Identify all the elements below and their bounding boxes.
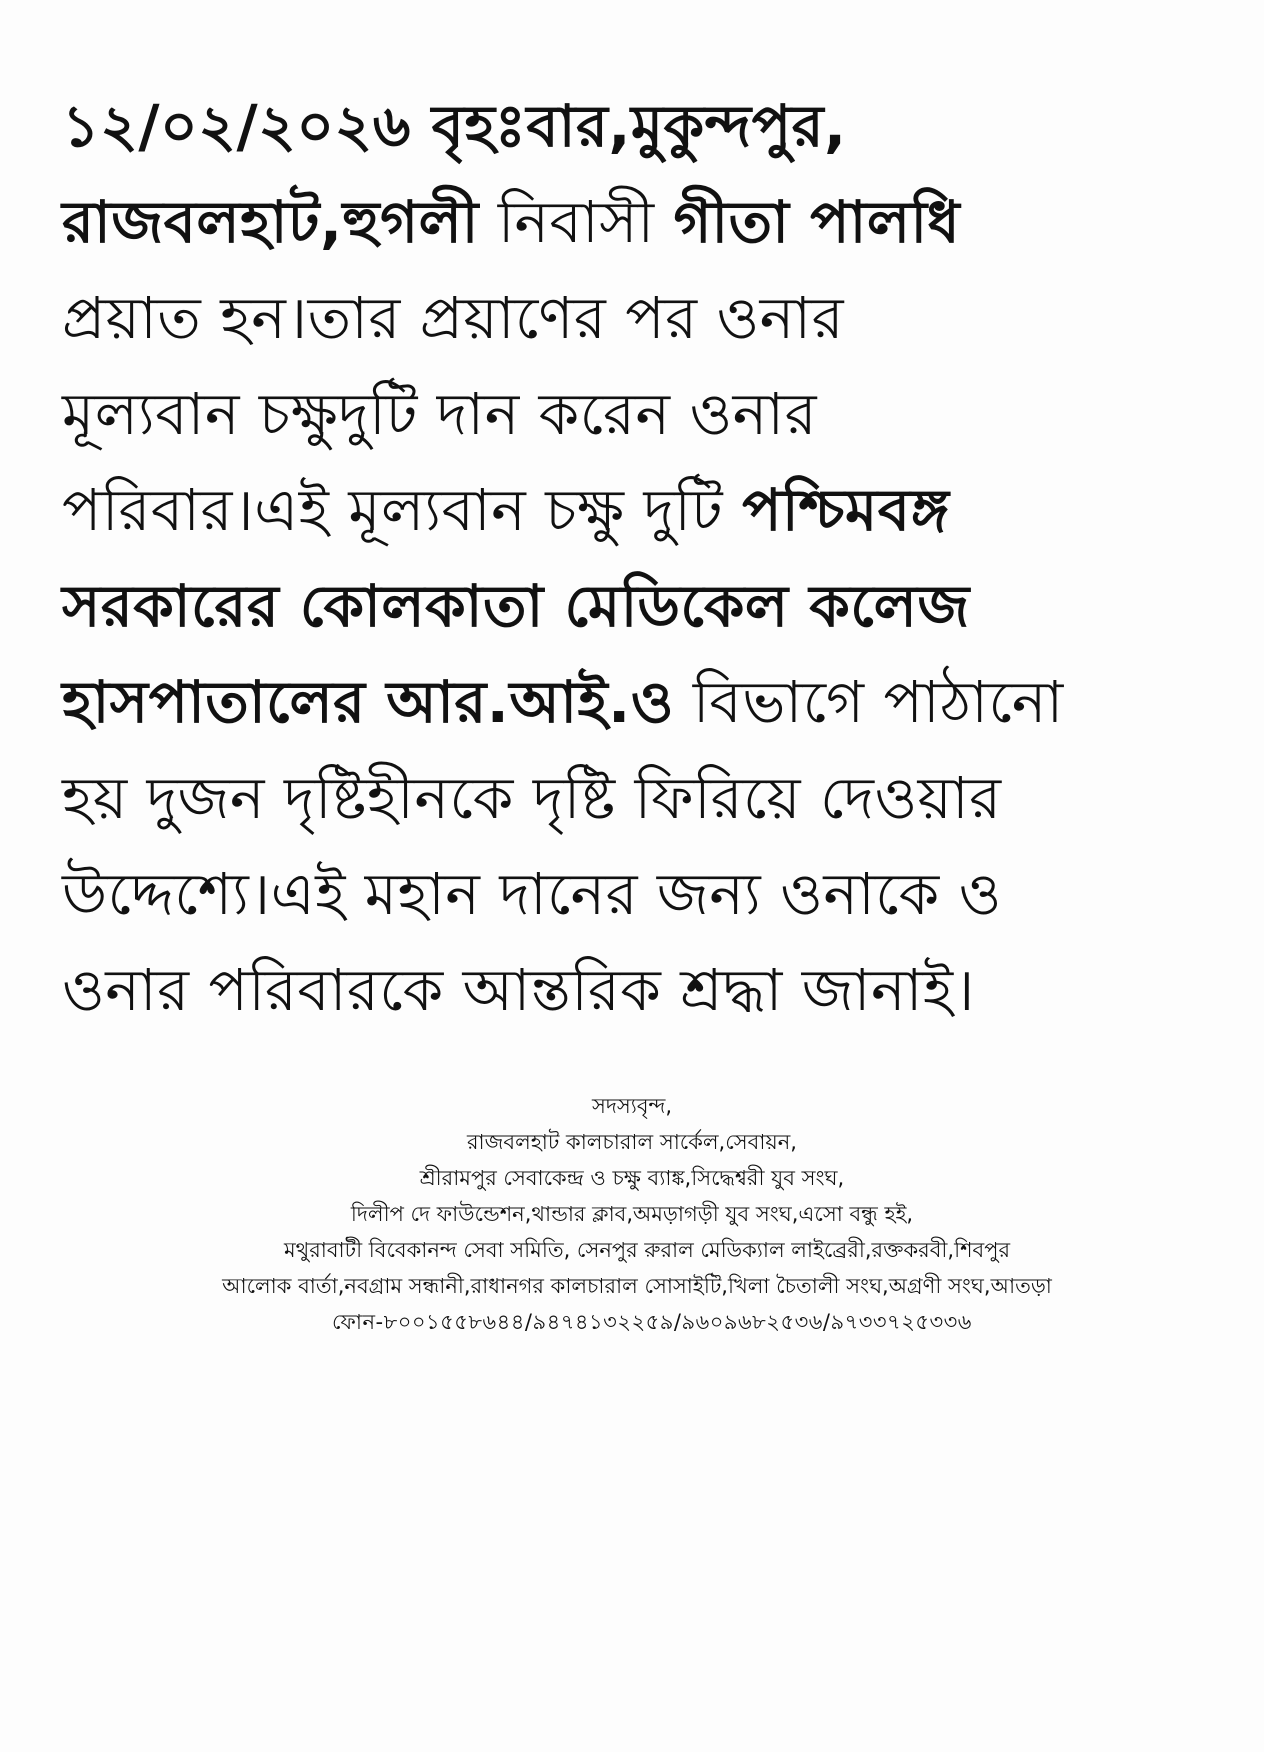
condolence-notice — [62, 78, 1212, 1038]
signatories-block — [40, 1088, 1224, 1340]
notice-text-7: বিভাগে পাঠানো — [673, 668, 1064, 736]
place-name: রাজবলহাট,হুগলী — [62, 188, 479, 256]
phone-numbers: ফোন-৮০০১৫৫৮৬৪৪/৯৪৭৪১৩২২৫৯/৯৬০৯৬৮২৫৩৬/৯৭৩৩৭২৫৩৩৬ — [332, 1310, 972, 1334]
signatory-line: মথুরাবাটী বিবেকানন্দ সেবা সমিতি, সেনপুর রুরাল মেডিক্যাল লাইব্রেরী,রক্তকরবী,শিবপুর — [283, 1238, 1011, 1262]
notice-line-9 — [62, 846, 1212, 942]
notice-text-10: ওনার পরিবারকে আন্তরিক শ্রদ্ধা জানাই। — [62, 956, 975, 1024]
notice-line-8 — [62, 750, 1212, 846]
notice-line-10 — [62, 942, 1212, 1038]
notice-line-7 — [62, 654, 1212, 750]
resident-text: নিবাসী — [478, 188, 674, 256]
notice-line-6 — [62, 558, 1212, 654]
deceased-name: গীতা পালধি — [673, 188, 961, 256]
notice-text-3: প্রয়াত হন।তার প্রয়াণের পর ওনার — [62, 284, 844, 352]
notice-text-9: উদ্দেশ্যে।এই মহান দানের জন্য ওনাকে ও — [62, 860, 1002, 928]
department-name: হাসপাতালের আর.আই.ও — [62, 668, 674, 736]
notice-line-4 — [62, 366, 1212, 462]
notice-line-1 — [62, 78, 1212, 174]
signatory-line: দিলীপ দে ফাউন্ডেশন,থান্ডার ক্লাব,অমড়াগড়ী যুব সংঘ,এসো বন্ধু হই, — [350, 1202, 914, 1226]
notice-line-3 — [62, 270, 1212, 366]
notice-text-8: হয় দুজন দৃষ্টিহীনকে দৃষ্টি ফিরিয়ে দেওয়ার — [62, 764, 1002, 832]
notice-text-4: মূল্যবান চক্ষুদুটি দান করেন ওনার — [62, 380, 818, 448]
signatory-line: রাজবলহাট কালচারাল সার্কেল,সেবায়ন, — [467, 1130, 797, 1154]
notice-line-5 — [62, 462, 1212, 558]
notice-line-2 — [62, 174, 1212, 270]
institution-name: সরকারের কোলকাতা মেডিকেল কলেজ — [62, 572, 970, 640]
date-and-place: ১২/০২/২০২৬ বৃহঃবার,মুকুন্দপুর, — [62, 92, 847, 160]
state-name: পশ্চিমবঙ্গ — [742, 476, 950, 544]
signatories-heading: সদস্যবৃন্দ, — [591, 1094, 673, 1118]
signatory-line: আলোক বার্তা,নবগ্রাম সন্ধানী,রাধানগর কালচারাল সোসাইটি,খিলা চৈতালী সংঘ,অগ্রণী সংঘ,আতড়া — [222, 1274, 1052, 1298]
notice-text-5: পরিবার।এই মূল্যবান চক্ষু দুটি — [62, 476, 743, 544]
signatory-line: শ্রীরামপুর সেবাকেন্দ্র ও চক্ষু ব্যাঙ্ক,সিদ্ধেশ্বরী যুব সংঘ, — [419, 1166, 845, 1190]
